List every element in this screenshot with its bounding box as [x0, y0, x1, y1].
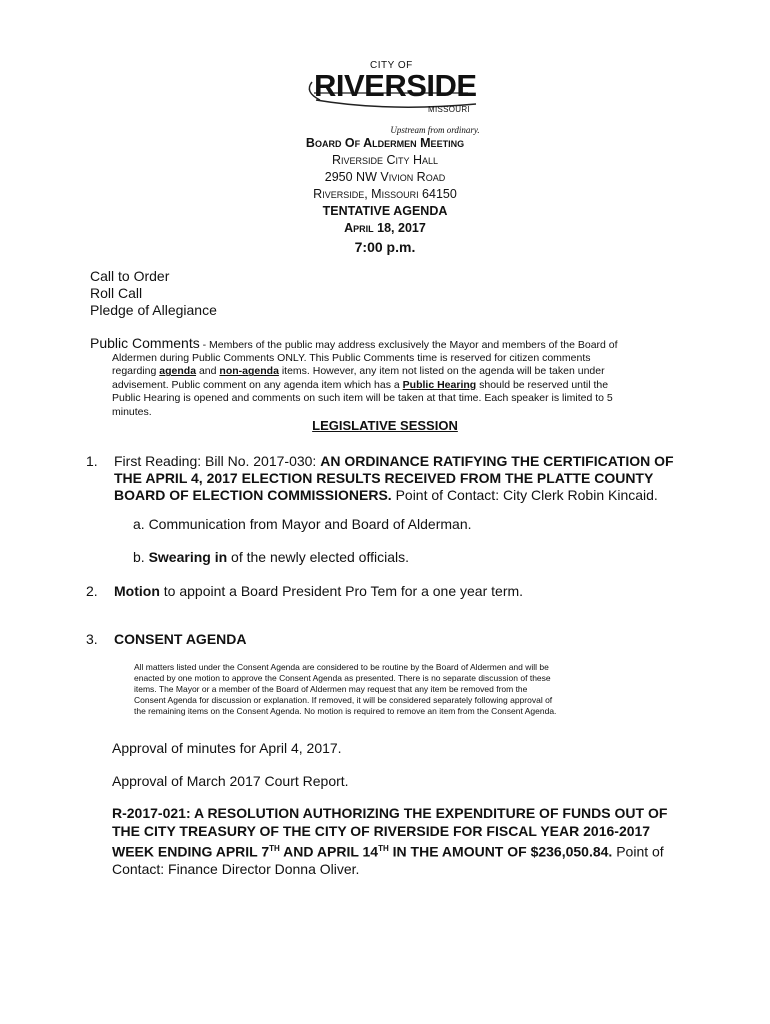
public-comments-label: Public Comments: [90, 335, 200, 351]
agenda-item-3: [86, 631, 696, 648]
logo-wordmark: RIVERSIDE: [314, 68, 477, 103]
street-address: 2950 NW Vivion Road: [324, 170, 446, 184]
sub-b-post: of the newly elected officials.: [227, 549, 409, 565]
item-1-title-line-1: AN ORDINANCE RATIFYING THE CERTIFICATION OF: [320, 453, 674, 469]
resolution-contact: Contact: Finance Director Donna Oliver.: [112, 861, 360, 878]
resolution-line-2: THE CITY TREASURY OF THE CITY OF RIVERSIDE FOR FISCAL YEAR 2016-2017: [112, 822, 651, 839]
item-2-text: to appoint a Board President Pro Tem for a one year term.: [159, 583, 524, 599]
pc-line3-pre: regarding: [112, 365, 160, 378]
public-comments-body: [112, 352, 690, 419]
item-1-sub-a: a. Communication from Mayor and Board of Alderman.: [133, 516, 472, 532]
item-1-contact: Point of Contact: City Clerk Robin Kincaid.: [391, 487, 658, 503]
item-1-content: [114, 453, 696, 504]
consent-agenda-title: CONSENT AGENDA: [114, 631, 247, 647]
resolution-line-3a: WEEK ENDING APRIL 7: [112, 843, 270, 860]
item-number: 1.: [86, 453, 98, 469]
item-2-content: [114, 583, 696, 600]
venue: Riverside City Hall: [331, 153, 439, 167]
pledge: Pledge of Allegiance: [90, 302, 217, 318]
item-1-sub-b: [133, 549, 409, 565]
public-hearing-link: Public Hearing: [402, 378, 477, 391]
note-line: enacted by one motion to approve the Consent Agenda as presented. There is no separate discussion of these: [134, 673, 551, 683]
meeting-title: Board Of Aldermen Meeting: [305, 136, 465, 150]
pc-line4-post: should be reserved until the: [476, 378, 609, 391]
resolution-sup-2: TH: [378, 844, 389, 853]
note-line: the remaining items on the Consent Agenda. No motion is required to remove an item from the Consent Agenda.: [134, 706, 557, 716]
item-1-title-line-3: BOARD OF ELECTION COMMISSIONERS.: [114, 487, 392, 503]
legislative-session-heading: LEGISLATIVE SESSION: [312, 418, 458, 433]
logo-state: MISSOURI: [428, 105, 470, 114]
meeting-date: April 18, 2017: [344, 221, 426, 235]
item-1-lead: First Reading: Bill No. 2017-030:: [114, 453, 321, 469]
consent-agenda-note: [134, 662, 664, 717]
agenda-item-1: [86, 453, 696, 504]
item-1-title-line-2: THE APRIL 4, 2017 ELECTION RESULTS RECEIVED FROM THE PLATTE COUNTY: [114, 470, 654, 486]
pc-line3-mid: and: [196, 365, 220, 378]
resolution-r-2017-021: [112, 805, 692, 879]
roll-call: Roll Call: [90, 285, 143, 301]
resolution-line-3b: AND APRIL 14: [279, 843, 379, 860]
sub-b-pre: b.: [133, 549, 149, 565]
sub-b-bold: Swearing in: [148, 549, 228, 565]
approval-minutes: Approval of minutes for April 4, 2017.: [112, 740, 342, 756]
item-number: 2.: [86, 583, 98, 599]
riverside-logo: [298, 60, 478, 130]
non-agenda-link: non-agenda: [219, 365, 279, 378]
note-line: All matters listed under the Consent Agenda are considered to be routine by the Board of Aldermen and will be: [134, 662, 549, 672]
pc-line-3: [112, 365, 690, 378]
note-line: items. The Mayor or a member of the Board of Aldermen may request that any item be removed from the: [134, 684, 528, 694]
tagline: Upstream from ordinary.: [390, 125, 480, 135]
pc-line-4: [112, 379, 690, 392]
agenda-type: TENTATIVE AGENDA: [322, 204, 448, 218]
agenda-header: [0, 125, 770, 257]
resolution-line-3c: IN THE AMOUNT OF $236,050.84.: [388, 843, 613, 860]
meeting-time: 7:00 p.m.: [354, 239, 416, 255]
note-line: Consent Agenda for discussion or explanation. If removed, it will be considered separately following approval of: [134, 695, 553, 705]
pc-line-5: Public Hearing is opened and comments on such item will be taken at that time. Each speaker is limited to 5: [112, 392, 613, 405]
item-number: 3.: [86, 631, 98, 647]
resolution-line-3d: Point of: [612, 843, 664, 860]
opening-items: [90, 268, 217, 319]
call-to-order: Call to Order: [90, 268, 170, 284]
public-comments-intro: - Members of the public may address exclusively the Mayor and members of the Board of: [199, 339, 618, 351]
resolution-sup-1: TH: [269, 844, 280, 853]
pc-line3-post: items. However, any item not listed on the agenda will be taken under: [278, 365, 605, 378]
public-comments: [90, 335, 690, 419]
pc-line-2: Aldermen during Public Comments ONLY. This Public Comments time is reserved for citizen comments: [112, 352, 591, 364]
agenda-link: agenda: [159, 365, 197, 378]
pc-line-6: minutes.: [112, 405, 152, 418]
approval-court-report: Approval of March 2017 Court Report.: [112, 773, 349, 789]
resolution-line-1: R-2017-021: A RESOLUTION AUTHORIZING THE EXPENDITURE OF FUNDS OUT OF: [112, 805, 668, 821]
pc-line4-pre: advisement. Public comment on any agenda item which has a: [112, 378, 403, 391]
city-address: Riverside, Missouri 64150: [313, 187, 457, 201]
logo-city-of: CITY OF: [370, 60, 413, 71]
agenda-item-2: [86, 583, 696, 600]
item-2-bold: Motion: [114, 583, 160, 599]
